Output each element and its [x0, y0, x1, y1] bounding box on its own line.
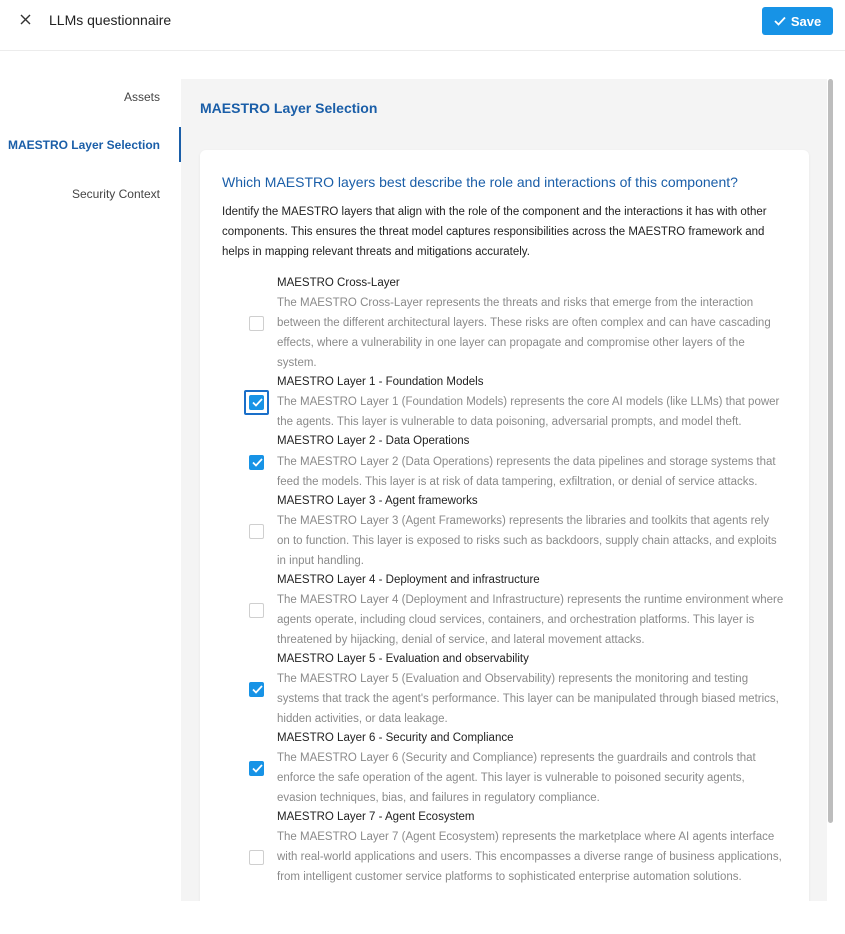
- close-icon: [15, 9, 37, 31]
- question-card: [200, 150, 809, 901]
- content-scrollbar[interactable]: [828, 79, 833, 823]
- option-description: The MAESTRO Layer 1 (Foundation Models) represents the core AI models (like LLMs) that power the agents. This layer is vulnerable to data poisoning, adversarial prompts, and model theft.: [277, 396, 780, 428]
- option-title: MAESTRO Layer 1 - Foundation Models: [277, 376, 484, 388]
- nav-item-security-context[interactable]: Security Context: [71, 187, 160, 201]
- sidebar-nav: [0, 51, 181, 934]
- checkmark-icon: [252, 398, 263, 407]
- question-intro: Identify the MAESTRO layers that align with the role of the component and the interactions it has with other components. This ensures the threat model captures responsibilities across the MAESTRO framework and helps in mapping relevant threats and mitigations accurately.: [222, 206, 767, 258]
- save-button[interactable]: [762, 7, 833, 35]
- layer-checkbox[interactable]: [249, 761, 264, 776]
- option-description: The MAESTRO Layer 2 (Data Operations) represents the data pipelines and storage systems that feed the models. This layer is at risk of data tampering, exfiltration, or denial of service attacks.: [277, 456, 776, 488]
- option-title: MAESTRO Layer 4 - Deployment and infrastructure: [277, 574, 540, 586]
- question-text: Which MAESTRO layers best describe the role and interactions of this component?: [222, 174, 738, 190]
- check-icon: [774, 16, 786, 26]
- option-title: MAESTRO Layer 3 - Agent frameworks: [277, 495, 478, 507]
- layer-checkbox[interactable]: [249, 316, 264, 331]
- close-button[interactable]: [15, 9, 37, 31]
- section-title: MAESTRO Layer Selection: [200, 100, 378, 116]
- nav-item-maestro-layer-selection[interactable]: MAESTRO Layer Selection: [7, 138, 160, 152]
- checkmark-icon: [252, 685, 263, 694]
- option-description: The MAESTRO Layer 6 (Security and Compliance) represents the guardrails and controls that enforce the safe operation of the agent. This layer is vulnerable to poisoned security agents, evasion techniques, bias, and failures in regulatory compliance.: [277, 752, 756, 804]
- option-description: The MAESTRO Cross-Layer represents the threats and risks that emerge from the interaction between the different architectural layers. These risks are often complex and can have cascading effects, where a vulnerability in one layer can propagate and compromise other layers of the system.: [277, 297, 771, 369]
- page-title: LLMs questionnaire: [49, 12, 172, 28]
- layer-checkbox[interactable]: [249, 850, 264, 865]
- layer-checkbox[interactable]: [249, 524, 264, 539]
- save-button-label: Save: [790, 13, 822, 29]
- option-title: MAESTRO Cross-Layer: [277, 277, 400, 289]
- header-bar: [0, 0, 845, 51]
- option-title: MAESTRO Layer 6 - Security and Compliance: [277, 732, 514, 744]
- option-title: MAESTRO Layer 5 - Evaluation and observability: [277, 653, 529, 665]
- layer-checkbox[interactable]: [249, 455, 264, 470]
- option-description: The MAESTRO Layer 5 (Evaluation and Observability) represents the monitoring and testing systems that track the agent's performance. This layer can be manipulated through biased metrics, hidden activities, or data leakage.: [277, 673, 779, 725]
- main-content: [181, 79, 827, 901]
- checkmark-icon: [252, 764, 263, 773]
- nav-item-assets[interactable]: Assets: [123, 90, 160, 104]
- option-description: The MAESTRO Layer 4 (Deployment and Infrastructure) represents the runtime environment where agents operate, including cloud services, containers, and orchestration platforms. This layer is threatened by hijacking, denial of service, and lateral movement attacks.: [277, 594, 784, 646]
- layer-checkbox[interactable]: [249, 395, 264, 410]
- option-title: MAESTRO Layer 2 - Data Operations: [277, 435, 470, 447]
- option-description: The MAESTRO Layer 7 (Agent Ecosystem) represents the marketplace where AI agents interface with real-world applications and users. This encompasses a diverse range of business applications, from intelligent customer service platforms to sophisticated enterprise automation solutions.: [277, 831, 782, 883]
- layer-checkbox[interactable]: [249, 603, 264, 618]
- layer-checkbox[interactable]: [249, 682, 264, 697]
- option-title: MAESTRO Layer 7 - Agent Ecosystem: [277, 811, 475, 823]
- option-description: The MAESTRO Layer 3 (Agent Frameworks) represents the libraries and toolkits that agents rely on to function. This layer is exposed to risks such as backdoors, supply chain attacks, and exploits in input handling.: [277, 515, 777, 567]
- checkmark-icon: [252, 458, 263, 467]
